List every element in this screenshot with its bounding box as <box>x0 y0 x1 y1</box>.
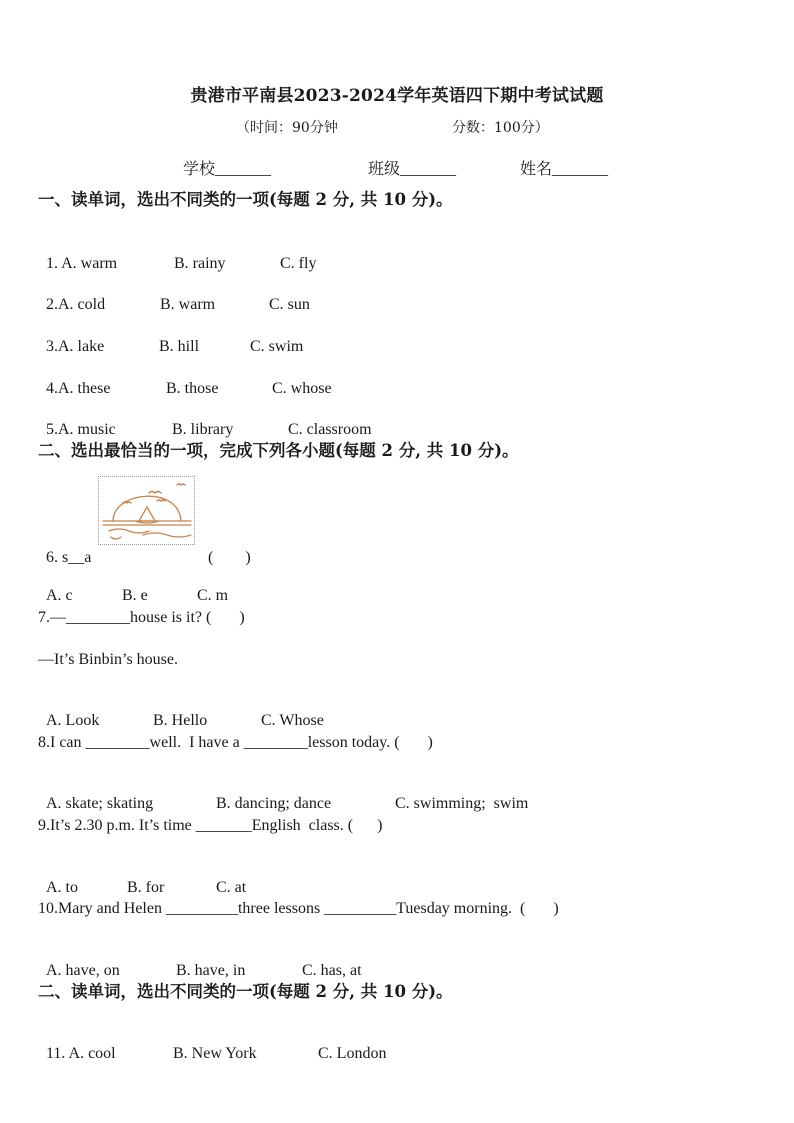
q6-option-c: C. m <box>197 587 229 604</box>
q10-option-a: A. have, on <box>46 962 120 979</box>
q2-option-c: C. sun <box>269 296 310 313</box>
q5-option-a: 5.A. music <box>46 421 116 438</box>
q2-option-b: B. warm <box>160 296 216 313</box>
name-field: 姓名_______ <box>520 161 609 178</box>
question-2 <box>38 275 310 315</box>
section-2-heading: 二、选出最恰当的一项，完成下列各小题(每题 2 分, 共 10 分)。 <box>38 441 519 460</box>
q11-option-b: B. New York <box>173 1045 257 1062</box>
q9-option-b: B. for <box>127 879 165 896</box>
q1-option-c: C. fly <box>280 255 317 272</box>
q1-option-a: 1. A. warm <box>46 255 118 272</box>
exam-title: 贵港市平南县2023-2024学年英语四下期中考试试题 <box>190 86 604 106</box>
q5-option-c: C. classroom <box>288 421 372 438</box>
q8-option-b: B. dancing; dance <box>216 795 332 812</box>
question-11 <box>38 1024 386 1064</box>
exam-time: （时间：90分钟 <box>236 120 338 136</box>
q1-option-b: B. rainy <box>174 255 226 272</box>
q6-stem: 6. s__a <box>46 549 92 566</box>
q8-option-c: C. swimming; swim <box>395 795 529 812</box>
q3-option-a: 3.A. lake <box>46 338 105 355</box>
q3-option-b: B. hill <box>159 338 200 355</box>
question-3 <box>38 317 303 357</box>
q6-answer-paren: ( ) <box>208 549 251 566</box>
question-8: 8.I can ________well. I have a ________lesson today. ( ) <box>38 734 433 751</box>
q9-option-c: C. at <box>216 879 247 896</box>
q8-option-a: A. skate; skating <box>46 795 154 812</box>
question-9-options <box>38 858 246 898</box>
question-7-options <box>38 691 324 731</box>
q7-option-c: C. Whose <box>261 712 324 729</box>
question-10-options <box>38 941 362 981</box>
class-field: 班级_______ <box>368 161 457 178</box>
q11-option-c: C. London <box>318 1045 387 1062</box>
q7-option-a: A. Look <box>46 712 100 729</box>
q11-option-a: 11. A. cool <box>46 1045 116 1062</box>
school-field: 学校_______ <box>183 161 272 178</box>
q10-option-c: C. has, at <box>302 962 362 979</box>
question-10: 10.Mary and Helen _________three lessons _________Tuesday morning. ( ) <box>38 900 559 917</box>
question-7: 7.—________house is it? ( ) <box>38 609 245 626</box>
section-3-heading: 二、读单词，选出不同类的一项(每题 2 分, 共 10 分)。 <box>38 982 453 1001</box>
question-4 <box>38 359 332 399</box>
q5-option-b: B. library <box>172 421 234 438</box>
q6-option-b: B. e <box>122 587 148 604</box>
q10-option-b: B. have, in <box>176 962 246 979</box>
q4-option-b: B. those <box>166 380 219 397</box>
exam-score: 分数：100分） <box>452 120 549 136</box>
question-9: 9.It’s 2.30 p.m. It’s time _______English class. ( ) <box>38 817 383 834</box>
question-7-reply: —It’s Binbin’s house. <box>38 651 179 668</box>
question-1 <box>38 234 316 274</box>
q4-option-c: C. whose <box>272 380 332 397</box>
q3-option-c: C. swim <box>250 338 304 355</box>
q9-option-a: A. to <box>46 879 78 896</box>
question-6-options <box>38 566 228 606</box>
question-5 <box>38 400 372 440</box>
q6-option-a: A. c <box>46 587 73 604</box>
q4-option-a: 4.A. these <box>46 380 111 397</box>
question-8-options <box>38 774 528 814</box>
q7-option-b: B. Hello <box>153 712 208 729</box>
section-1-heading: 一、读单词，选出不同类的一项(每题 2 分, 共 10 分)。 <box>38 190 453 209</box>
question-6 <box>38 528 251 568</box>
q2-option-a: 2.A. cold <box>46 296 106 313</box>
